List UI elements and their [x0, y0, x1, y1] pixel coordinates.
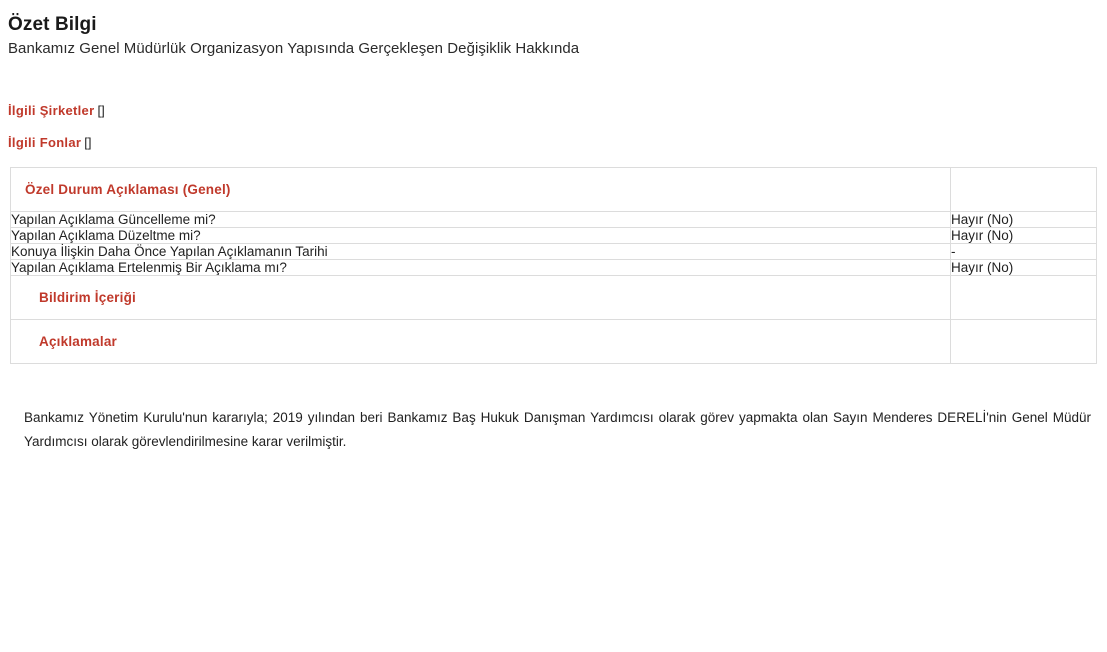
subsection-value	[951, 276, 1097, 320]
answer-value: -	[951, 244, 1097, 260]
subsection-title: Bildirim İçeriği	[39, 290, 136, 305]
related-entities	[8, 103, 1107, 150]
table-row-section-header	[11, 168, 1096, 212]
related-companies-row	[8, 103, 1107, 118]
answer-value: Hayır (No)	[951, 212, 1097, 228]
table-row	[11, 228, 1096, 244]
related-funds-row	[8, 135, 1107, 150]
subsection-title: Açıklamalar	[39, 334, 117, 349]
table-row-subsection	[11, 320, 1096, 364]
subsection-header-cell	[11, 320, 951, 364]
question-label: Konuya İlişkin Daha Önce Yapılan Açıklamanın Tarihi	[11, 244, 951, 260]
section-header-value-cell	[951, 168, 1097, 212]
table-row	[11, 260, 1096, 276]
answer-value: Hayır (No)	[951, 260, 1097, 276]
question-label: Yapılan Açıklama Düzeltme mi?	[11, 228, 951, 244]
related-companies-value: []	[97, 103, 105, 118]
answer-value: Hayır (No)	[951, 228, 1097, 244]
subsection-header-cell	[11, 276, 951, 320]
page-subtitle: Bankamız Genel Müdürlük Organizasyon Yapısında Gerçekleşen Değişiklik Hakkında	[8, 40, 580, 57]
disclosure-table-wrapper	[10, 167, 1097, 364]
question-label: Yapılan Açıklama Ertelenmiş Bir Açıklama mı?	[11, 260, 951, 276]
subsection-value	[951, 320, 1097, 364]
section-title: Özel Durum Açıklaması (Genel)	[25, 182, 231, 197]
page-title: Özet Bilgi	[8, 14, 97, 35]
related-companies-label: İlgili Şirketler	[8, 103, 95, 118]
table-row	[11, 244, 1096, 260]
question-label: Yapılan Açıklama Güncelleme mi?	[11, 212, 951, 228]
disclosure-note: Bankamız Yönetim Kurulu'nun kararıyla; 2019 yılından beri Bankamız Baş Hukuk Danışman Yardımcısı olarak görev yapmakta olan Sayın Menderes DERELİ'nin Genel Müdür Yardımcısı olarak görevlendirilmesine karar verilmiştir.	[24, 410, 1091, 449]
related-funds-label: İlgili Fonlar	[8, 135, 82, 150]
related-funds-value: []	[84, 135, 92, 150]
disclosure-table	[11, 168, 1096, 364]
table-row	[11, 212, 1096, 228]
section-header-cell	[11, 168, 951, 212]
table-row-subsection	[11, 276, 1096, 320]
